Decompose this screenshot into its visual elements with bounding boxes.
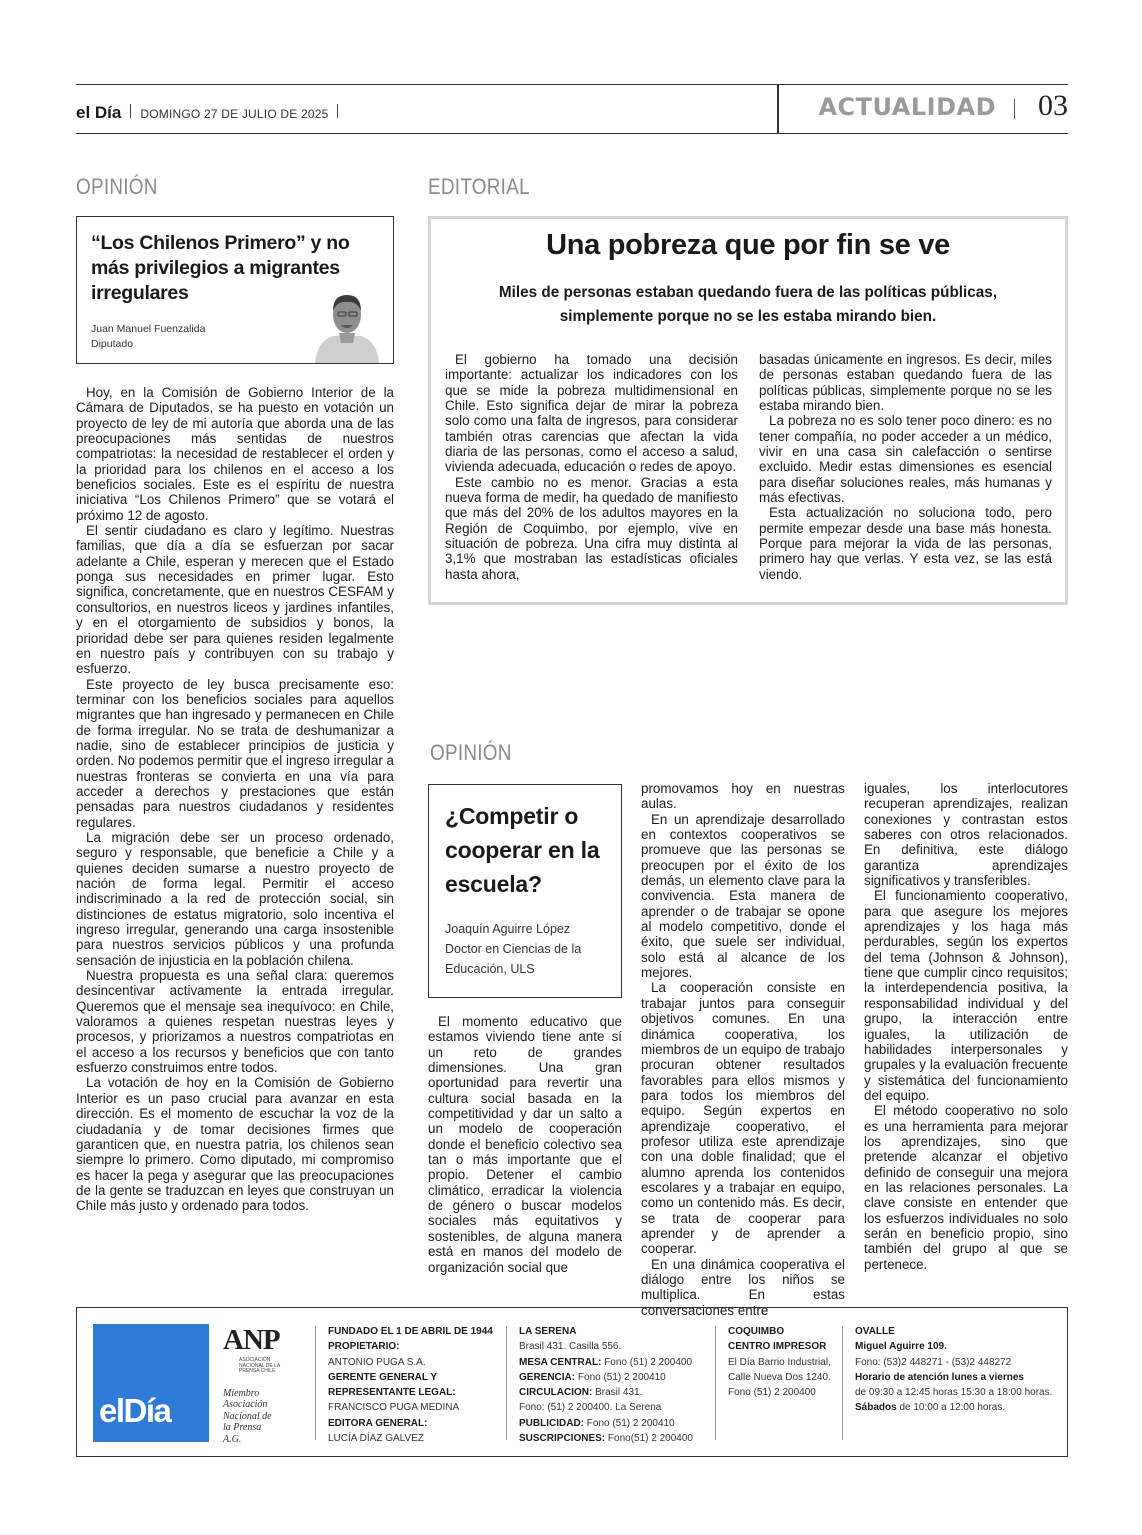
label: Sábados xyxy=(855,1402,897,1414)
imprint-footer xyxy=(76,1307,1068,1457)
address: Brasil 431. xyxy=(595,1387,643,1399)
divider xyxy=(315,1326,316,1440)
author-byline xyxy=(445,919,581,979)
founded-date: FUNDADO EL 1 DE ABRIL DE 1944 xyxy=(328,1326,493,1337)
el-dia-logo[interactable] xyxy=(93,1324,209,1442)
member-line: Miembro xyxy=(223,1388,260,1399)
author-name: Juan Manuel Fuenzalida xyxy=(91,323,206,335)
label: MESA CENTRAL: xyxy=(519,1356,602,1368)
issue-date: DOMINGO 27 DE JULIO DE 2025 xyxy=(140,107,329,121)
author-role: Educación, ULS xyxy=(445,962,535,976)
divider xyxy=(1014,99,1015,119)
paragraph: El momento educativo que estamos viviendo tiene ante sí un reto de grandes dimensiones. Una gran oportunidad para revertir una cultura social basada en la competitividad y dar un salto a un modelo de cooperación donde el beneficio colectivo sea tan o más importante que el propio. Detener el cambio climático, erradicar la violencia de género o buscar modelos sociales más equitativos y sostenibles, de alguna manera está en manos del modelo de organización social que xyxy=(428,1014,622,1275)
phone[interactable]: Fono (51) 2 200410 xyxy=(586,1417,675,1429)
anp-caption: ASOCIACIÓN NACIONAL DE LA PRENSA CHILE xyxy=(239,1357,280,1375)
paragraph: Este proyecto de ley busca precisamente eso: terminar con los beneficios sociales para aquellos migrantes que han ingresado y permanecen en Chile de forma irregular. No se trata de deshumanizar a nadie, sino de establecer principios de justicia y orden. No podemos permitir que el ingreso irregular a nuestras fronteras se convierta en una vía para acceder a derechos y prestaciones que están pensadas para nuestros ciudadanos y residentes regulares. xyxy=(76,676,394,830)
paragraph: promovamos hoy en nuestras aulas. xyxy=(641,781,845,812)
imprint-ovalle xyxy=(855,1324,1063,1416)
paragraph: Esta actualización no soluciona todo, pero permite empezar desde una base más honesta. Porque para mejorar la vida de las personas, primero hay que verlas. Y esta vez, se las está viendo. xyxy=(759,505,1052,582)
author-byline xyxy=(91,322,205,352)
divider xyxy=(506,1326,507,1440)
imprint-founded xyxy=(328,1324,500,1446)
anp-logo xyxy=(223,1324,293,1375)
manager-label: REPRESENTANTE LEGAL: xyxy=(328,1387,456,1399)
paragraph: El funcionamiento cooperativo, para que asegure los mejores aprendizajes y los haga más perdurables, según los expertos del tema (Johnson & Johnson), tiene que cumplir cinco requisitos; la interdependencia positiva, la responsabilidad individual y del grupo, la interacción entre iguales, la utilización de habilidades interpersonales y grupales y la evaluación frecuente y sistemática del funcionamiento del equipo. xyxy=(864,888,1068,1103)
phone[interactable]: Fono(51) 2 200400 xyxy=(607,1433,693,1445)
divider xyxy=(842,1326,843,1440)
opinion-column-3 xyxy=(864,781,1068,1272)
paragraph: La pobreza no es solo tener poco dinero: es no tener compañía, no poder acceder a un médico, vivir en una casa sin calefacción o sentirse excluido. Medir estas dimensiones es esencial para diseñar soluciones reales, más humanas y más efectivas. xyxy=(759,413,1052,506)
label: PUBLICIDAD: xyxy=(519,1417,584,1429)
address: El Día Barrio Industrial, xyxy=(728,1356,831,1368)
article-title[interactable]: ¿Competir o cooperar en la escuela? xyxy=(445,803,600,897)
subtitle-line: simplemente porque no se les estaba mirando bien. xyxy=(559,308,937,325)
opinion-headline-box xyxy=(428,784,622,998)
paragraph: El método cooperativo no solo es una herramienta para mejorar los aprendizajes, sino que pretende alcanzar el objetivo definido de conseguir una mejora en las relaciones personales. La clave consiste en entender que los esfuerzos individuales no solo serán en beneficio propio, sino también del grupo al que se pertenece. xyxy=(864,1103,1068,1272)
phone[interactable]: Fono (51) 2 200400 xyxy=(728,1387,816,1399)
opinion-headline-box xyxy=(76,216,394,364)
address: Calle Nueva Dos 1240. xyxy=(728,1371,831,1383)
masthead-left xyxy=(76,103,347,123)
paragraph: La cooperación consiste en trabajar juntos para conseguir objetivos comunes. En una dinámica cooperativa, los miembros de un equipo de trabajo procuran obtener resultados favorables para ellos mismos y para todos los miembros del equipo. Según expertos en aprendizaje cooperativo, el profesor utiliza este aprendizaje con una doble finalidad; que el alumno aprenda los contenidos escolares y a trabajar en equipo, como un contenido más. Es decir, se trata de cooperar para aprender y de aprender a cooperar. xyxy=(641,980,845,1257)
phone[interactable]: Fono (51) 2 200400 xyxy=(604,1356,693,1368)
logo-text: elDía xyxy=(99,1392,171,1429)
city: OVALLE xyxy=(855,1326,895,1337)
owner: ANTONIO PUGA S.A. xyxy=(328,1356,426,1368)
manager-label: GERENTE GENERAL Y xyxy=(328,1371,438,1383)
author-photo xyxy=(311,281,383,363)
imprint-coquimbo xyxy=(728,1324,840,1400)
phone[interactable]: Fono: (53)2 448271 - (53)2 448272 xyxy=(855,1356,1012,1368)
member-line: la Prensa xyxy=(223,1422,262,1434)
masthead xyxy=(76,84,1068,134)
city: LA SERENA xyxy=(519,1326,577,1337)
label: SUSCRIPCIONES: xyxy=(519,1433,606,1445)
editor: LUCÍA DÍAZ GALVEZ xyxy=(328,1433,424,1445)
editorial-column-2 xyxy=(759,352,1052,582)
city: COQUIMBO xyxy=(728,1326,785,1337)
article-title[interactable]: “Los Chilenos Primero” y no más privilegios a migrantes irregulares xyxy=(91,232,350,304)
editorial-title[interactable]: Una pobreza que por fin se ve xyxy=(546,229,950,261)
paragraph: En un aprendizaje desarrollado en contextos cooperativos se promueve que las personas se preocupen por el éxito de los demás, un elemento clave para la convivencia. Esta manera de aprender o de trabajar se opone al modelo competitivo, donde el éxito, que suele ser individual, solo está al alcance de los mejores. xyxy=(641,811,845,981)
anp-mark: ANP xyxy=(223,1324,280,1356)
section-name: ACTUALIDAD xyxy=(818,93,996,121)
member-line: Asociación xyxy=(223,1399,268,1411)
opinion-column-2 xyxy=(641,781,845,1318)
manager: FRANCISCO PUGA MEDINA xyxy=(328,1402,460,1414)
phone[interactable]: Fono (51) 2 200410 xyxy=(577,1371,666,1383)
brand-name[interactable]: el Día xyxy=(76,103,122,122)
divider xyxy=(777,85,779,133)
hours: de 09:30 a 12:45 horas 15:30 a 18:00 horas. xyxy=(855,1387,1053,1399)
paragraph: basadas únicamente en ingresos. Es decir, miles de personas estaban quedando fuera de las políticas públicas, simplemente porque no se les estaba mirando bien. xyxy=(759,352,1052,414)
paragraph: Hoy, en la Comisión de Gobierno Interior de la Cámara de Diputados, se ha puesto en votación un proyecto de ley de mi autoría que aborda una de las preocupaciones más sentidas de nuestros compatriotas: la necesidad de restablecer el orden y la prioridad para los chilenos en el acceso a los beneficios sociales. Este es el espíritu de nuestra iniciativa “Los Chilenos Primero” que se votará el próximo 12 de agosto. xyxy=(76,385,394,523)
member-line: Nacional de xyxy=(223,1410,272,1422)
address: Miguel Aguirre 109. xyxy=(855,1341,947,1353)
opinion-kicker: OPINIÓN xyxy=(76,174,158,199)
paragraph: Este cambio no es menor. Gracias a esta nueva forma de medir, ha quedado de manifiesto que más del 20% de los adultos mayores en la Región de Coquimbo, por ejemplo, vive en situación de pobreza. Una cifra muy distinta al 3,1% que mostraban las estadísticas oficiales hasta ahora, xyxy=(445,474,738,582)
label: CIRCULACION: xyxy=(519,1387,593,1399)
paragraph: En una dinámica cooperativa el diálogo entre los niños se multiplica. En estas conversaciones entre xyxy=(641,1256,845,1318)
paragraph: El gobierno ha tomado una decisión importante: actualizar los indicadores con los que se mide la pobreza multidimensional en Chile. Esto significa dejar de mirar la pobreza solo como una falta de ingresos, para considerar también otras carencias que afectan la vida diaria de las personas, como el acceso a salud, vivienda adecuada, educación o redes de apoyo. xyxy=(445,352,738,475)
imprint-la-serena xyxy=(519,1324,715,1446)
opinion-kicker: OPINIÓN xyxy=(430,740,512,765)
editorial-box xyxy=(428,216,1068,605)
member-note xyxy=(223,1388,272,1445)
page-number: 03 xyxy=(1038,89,1068,122)
paragraph: La votación de hoy en la Comisión de Gobierno Interior es un paso crucial para avanzar en esta dirección. Es el momento de escuchar la voz de la ciudadanía y de tomar decisiones firmes que garanticen que, en nuestra patria, los chilenos sean siempre lo primero. Como diputado, mi compromiso es hacer la pega y asegurar que las preocupaciones de la gente se traduzcan en leyes que construyan un Chile más justo y ordenado para todos. xyxy=(76,1075,394,1214)
author-role: Diputado xyxy=(91,338,134,350)
label: GERENCIA: xyxy=(519,1371,576,1383)
paragraph: La migración debe ser un proceso ordenado, seguro y responsable, que beneficie a Chile y a quienes deciden sumarse a nuestro proyecto de nación de forma legal. Permitir el acceso indiscriminado a la red de protección social, sin distinciones de estatus migratorio, solo incentiva el ingreso irregular, generando una carga insostenible para nuestros servicios públicos y una profunda sensación de injusticia en la población chilena. xyxy=(76,829,394,968)
divider xyxy=(130,104,131,118)
editorial-column-1 xyxy=(445,352,738,582)
member-line: A.G. xyxy=(223,1433,242,1445)
hours-label: Horario de atención lunes a viernes xyxy=(855,1371,1024,1383)
author-name: Joaquín Aguirre López xyxy=(445,922,571,936)
editorial-subtitle xyxy=(431,281,1065,329)
editorial-kicker: EDITORIAL xyxy=(428,174,530,199)
owner-label: PROPIETARIO: xyxy=(328,1341,400,1353)
phone[interactable]: Fono: (51) 2 200400. La Serena xyxy=(519,1402,662,1414)
address: Brasil 431. Casilla 556. xyxy=(519,1341,622,1353)
author-role: Doctor en Ciencias de la xyxy=(445,942,582,956)
paragraph: iguales, los interlocutores recuperan aprendizajes, realizan conexiones y contrastan estos saberes con otros relacionados. En definitiva, este diálogo garantiza aprendizajes significativos y transferibles. xyxy=(864,781,1068,889)
paragraph: Nuestra propuesta es una señal clara: queremos desincentivar activamente la entrada irregular. Queremos que el mensaje sea inequívoco: en Chile, valoramos a quienes respetan nuestras leyes y procesos, y priorizamos a nuestros compatriotas en el acceso a los recursos y beneficios que con tanto esfuerzo construimos entre todos. xyxy=(76,968,394,1076)
editor-label: EDITORA GENERAL: xyxy=(328,1417,428,1429)
divider xyxy=(715,1326,716,1440)
opinion-body xyxy=(76,385,394,1214)
hours: de 10:00 a 12:00 horas. xyxy=(899,1402,1006,1414)
opinion-column-1 xyxy=(428,1014,622,1275)
divider xyxy=(337,104,338,118)
center: CENTRO IMPRESOR xyxy=(728,1341,827,1353)
paragraph: El sentir ciudadano es claro y legítimo. Nuestras familias, que día a día se esfuerzan por sacar adelante a Chile, esperan y merecen que el Estado ponga sus necesidades en primer lugar. Esto significa, concretamente, que en nuestros CESFAM y consultorios, en nuestros liceos y jardines infantiles, y en el otorgamiento de subsidios y bonos, la prioridad debe ser para quienes residen legalmente en nuestro país y contribuyen con su trabajo y esfuerzo. xyxy=(76,523,394,677)
subtitle-line: Miles de personas estaban quedando fuera de las políticas públicas, xyxy=(498,284,998,301)
